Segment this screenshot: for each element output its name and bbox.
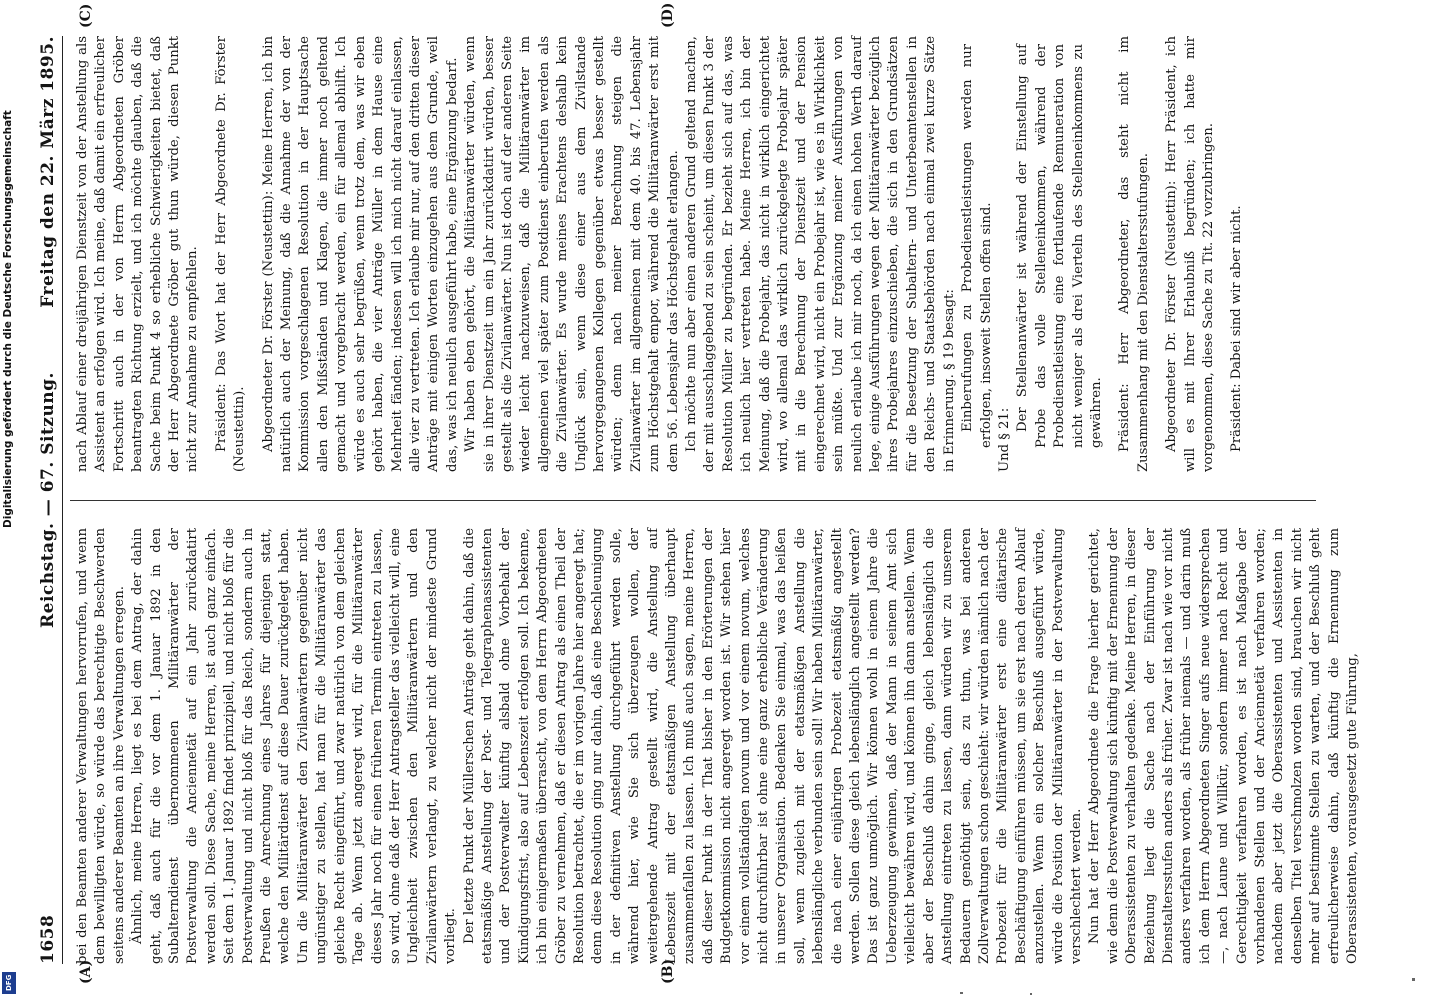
dfg-logo-icon: DFG	[2, 972, 16, 994]
president-remark: Präsident: Herr Abgeordneter, das steht nicht im Zusammenhang mit den Dienstaltersstufungen.	[1117, 36, 1151, 472]
paragraph: Wir haben eben gehört, die Militäranwärter würden, wenn sie in ihrer Dienstzeit um ein Jahr zurückdatirt würden, besser gestellt als die Zivilanwärter. Nun ist doch auf der anderen Seite wieder leicht nachzuweisen, daß die Militäranwärter im allgemeinen viel später zum Postdienst einberufen werden als die Zivilanwärter. Es wurde meines Erachtens deshalb kein Unglück sein, wenn diese einer aus dem Zivilstande hervorgegangenen Kollegen gegenüber etwas besser gestellt würden; denn nach meiner Berechnung steigen die Zivilanwärter im allgemeinen mit dem 40. bis 47. Lebensjahr zum Höchstgehalt empor, während die Militäranwärter erst mit dem 56. Lebensjahr das Höchstgehalt erlangen.	[463, 36, 681, 472]
right-column	[74, 36, 1314, 472]
scan-speck	[1412, 978, 1415, 981]
rotated-scan-page	[20, 2, 1432, 990]
page-header	[38, 36, 63, 964]
column-divider	[70, 500, 1316, 501]
margin-letter-a: (A)	[78, 959, 94, 984]
statute-reference: Und § 21:	[996, 407, 1012, 472]
paragraph: Nun hat der Herr Abgeordnete die Frage hierher gerichtet, wie denn die Postverwaltung sich künftig mit der Ernennung der Oberassistenten zu verhalten gedenke. Meine Herren, in dieser Beziehung liegt die Sache nach der Einführung der Dienstaltersstufen anders als früher. Zwar ist nach wie vor nicht anders verfahren worden, als früher niemals — und darin muß ich dem Herrn Abgeordneten Singer aufs neue widersprechen —, nach Laune und Willkür, sondern immer nach Recht und Gerechtigkeit verfahren worden, es ist nach Maßgabe der vorhandenen Stellen und der Anciennetät verfahren worden; nachdem aber jetzt die Oberassistenten und Assistenten in denselben Titel verschmolzen worden sind, brauchen wir nicht mehr auf bestimmte Stellen zu warten, und der Beschluß geht erfreulicherweise dahin, daß künftig die Ernennung zum Oberassistenten, vorausgesetzt gute Führung,	[1087, 528, 1361, 964]
session-date: Freitag den 22. März 1895.	[38, 36, 58, 308]
statute-quote: Der Stellenanwärter ist während der Einstellung auf Probe das volle Stelleneinkommen, während der Probedienstleistung eine fortlaufende Remuneration von nicht weniger als drei Vierteln des Stelleneinkommens zu gewähren.	[1015, 44, 1104, 448]
paragraph: Ich möchte nun aber einen anderen Grund geltend machen, der mit ausschlaggebend zu sein scheint, um diesen Punkt 3 der Resolution Müller zu begründen. Er bezieht sich auf das, was ich neulich hier vertreten habe. Meine Herren, ich bin der Meinung, daß die Probejahr, das nicht in wirklich eingerichtet wird, wo allemal das wirklich zurückgelegte Probejahr später mit in die Berechnung der Dienstzeit und der Pension eingerechnet wird, nicht ein Probejahr ist, wie es in Wirklichkeit sein müßte. Und zur Ergänzung meiner Ausführungen von neulich erlaube ich mir noch, da ich einen hohen Werth darauf lege, einige Ausführungen wegen der Militäranwärter bezüglich ihres Probejahres einzuschieben, die sich in den Grundsätzen für die Besetzung der Subaltern- und Unterbeamtenstellen in den Reichs- und Staatsbehörden nach einmal zwei kurze Sätze in Erinnerung. § 19 besagt:	[684, 36, 957, 472]
speech-paragraph: Abgeordneter Dr. Förster (Neustettin): Herr Präsident, ich will es mit Ihrer Erlaubniß begründen; ich hatte mir vorgenommen, diese Sache zu Tit. 22 vorzubringen.	[1164, 36, 1216, 472]
paragraph: Ähnlich, meine Herren, liegt es bei dem Antrag, der dahin geht, daß auch für die vor dem 1. Januar 1892 in den Subalterndienst übernommenen Militäranwärter der Postverwaltung die Anciennetät auf ein Jahr zurückdatirt werden soll. Diese Sache, meine Herren, ist auch ganz einfach. Seit dem 1. Januar 1892 findet prinzipiell, und nicht bloß für die Postverwaltung und nicht bloß für das Reich, sondern auch in Preußen die Anrechnung eines Jahres für diejenigen statt, welche den Militärdienst auf diese Dauer zurückgelegt haben. Um die Militäranwärter den Zivilanwärtern gegenüber nicht ungünstiger zu stellen, hat man für die Militäranwärter das gleiche Recht eingeführt, und zwar natürlich von dem gleichen Tage ab. Wenn jetzt angeregt wird, für die Militäranwärter dieses Jahr noch für einen früheren Termin eintreten zu lassen, so wird, ohne daß der Herr Antragsteller das vielleicht will, eine Ungleichheit zwischen den Militäranwärtern und den Zivilanwärtern verlangt, zu welcher nicht der mindeste Grund vorliegt.	[130, 528, 459, 964]
statute-quote: Einberufungen zu Probedienstleistungen werden nur erfolgen, insoweit Stellen offen sind.	[960, 44, 994, 448]
margin-letter-b: (B)	[660, 958, 676, 984]
running-title: Reichstag. — 67. Sitzung.	[38, 372, 58, 628]
left-column	[74, 527, 1361, 964]
paragraph: nach Ablauf einer dreijährigen Dienstzeit von der Anstellung als Assistent an erfolgen wird. Ich meine, daß damit ein erfreulicher Fortschritt auch in der von Herrn Abgeordneten Gröber beantragten Richtung erzielt, und ich möchte glauben, daß die Sache beim Punkt 4 so erhebliche Schwierigkeiten bietet, daß der Herr Abgeordnete Gröber gut thun würde, diesen Punkt nicht zur Annahme zu empfehlen.	[75, 36, 201, 472]
paragraph: Der letzte Punkt der Müllerschen Anträge geht dahin, daß die etatsmäßige Anstellung der Post- und Telegraphenassistenten und der Postverwalter künftig alsbald ohne Vorbehalt der Kündigungsfrist, also auf Lebenszeit erfolgen soll. Ich bekenne, ich bin einigermaßen überrascht, von dem Herrn Abgeordneten Gröber zu vernehmen, daß er diesen Antrag als einen Theil der Resolution betrachtet, die er im vorigen Jahre hier angeregt hat; denn diese Resolution ging nur dahin, daß eine Beschleunigung in der definitiven Anstellung durchgeführt werden solle, während hier, wie Sie sich überzeugen wollen, der weitergehende Antrag gestellt wird, die Anstellung auf Lebenszeit mit der etatsmäßigen Anstellung überhaupt zusammenfallen zu lassen. Ich muß auch sagen, meine Herren, daß dieser Punkt in der That bisher in den Erörterungen der Budgetkommission nicht angeregt worden ist. Wir stehen hier vor einem vollständigen novum und vor einem novum, welches nicht durchführbar ist ohne eine ganz erhebliche Veränderung in unserer Organisation. Bedenken Sie einmal, was das heißen soll, wenn zugleich mit der etatsmäßigen Anstellung die lebenslängliche verbunden sein soll! Wir haben Militäranwärter, die nach einer einjährigen Probezeit etatsmäßig angestellt werden. Sollen diese gleich lebenslänglich angestellt werden? Das ist ganz unmöglich. Wir können wohl in einem Jahre die Ueberzeugung gewinnen, daß der Mann in seinem Amt sich vielleicht bewähren wird, und können ihn dann anstellen. Wenn aber der Beschluß dahin ginge, gleich lebenslänglich die Anstellung eintreten zu lassen, dann würden wir zu unserem Bedauern genöthigt sein, das zu thun, was bei anderen Zollverwaltungen schon geschieht: wir würden nämlich nach der Probezeit für die Militäranwärter erst eine diätarische Beschäftigung einführen müssen, um sie erst nach deren Ablauf anzustellen. Wenn ein solcher Beschluß ausgeführt würde, würde die Position der Militäranwärter in der Postverwaltung verschlechtert werden.	[461, 527, 1084, 964]
page-number: 1658	[38, 914, 58, 964]
president-remark: Präsident: Dabei sind wir aber nicht.	[1229, 205, 1245, 452]
margin-letter-c: (C)	[78, 3, 94, 28]
scan-speck	[1030, 993, 1032, 995]
paragraph: bei den Beamten anderer Verwaltungen hervorrufen, und wenn dem bewilligten würde, so würde das berechtigte Beschwerden seitens anderer Beamten an ihre Verwaltungen erregen.	[75, 528, 127, 964]
scan-speck	[960, 992, 963, 994]
president-remark: Präsident: Das Wort hat der Herr Abgeordnete Dr. Förster (Neustettin).	[213, 36, 248, 472]
speech-paragraph: Abgeordneter Dr. Förster (Neustettin): Meine Herren, ich bin natürlich auch der Meinung, daß die Annahme der von der Kommission vorgeschlagenen Resolution in der Hauptsache allen den Mißständen und Klagen, die immer noch geltend gemacht und vorgebracht werden, ein für allemal abhilft. Ich würde es auch sehr begrüßen, wenn trotz dem, was wir eben gehört haben, die vier Anträge Müller in dem Hause eine Mehrheit fänden; indessen will ich mich nicht darauf einlassen, alle vier zu vertreten. Ich erlaube mir nur, auf den dritten dieser Anträge mit einigen Worten einzugehen aus dem Grunde, weil das, was ich neulich ausgeführt habe, eine Ergänzung bedarf.	[260, 36, 460, 472]
digitization-credit: Digitalisierung gefördert durch die Deutsche Forschungsgemeinschaft	[2, 110, 14, 528]
margin-letter-d: (D)	[660, 2, 676, 28]
